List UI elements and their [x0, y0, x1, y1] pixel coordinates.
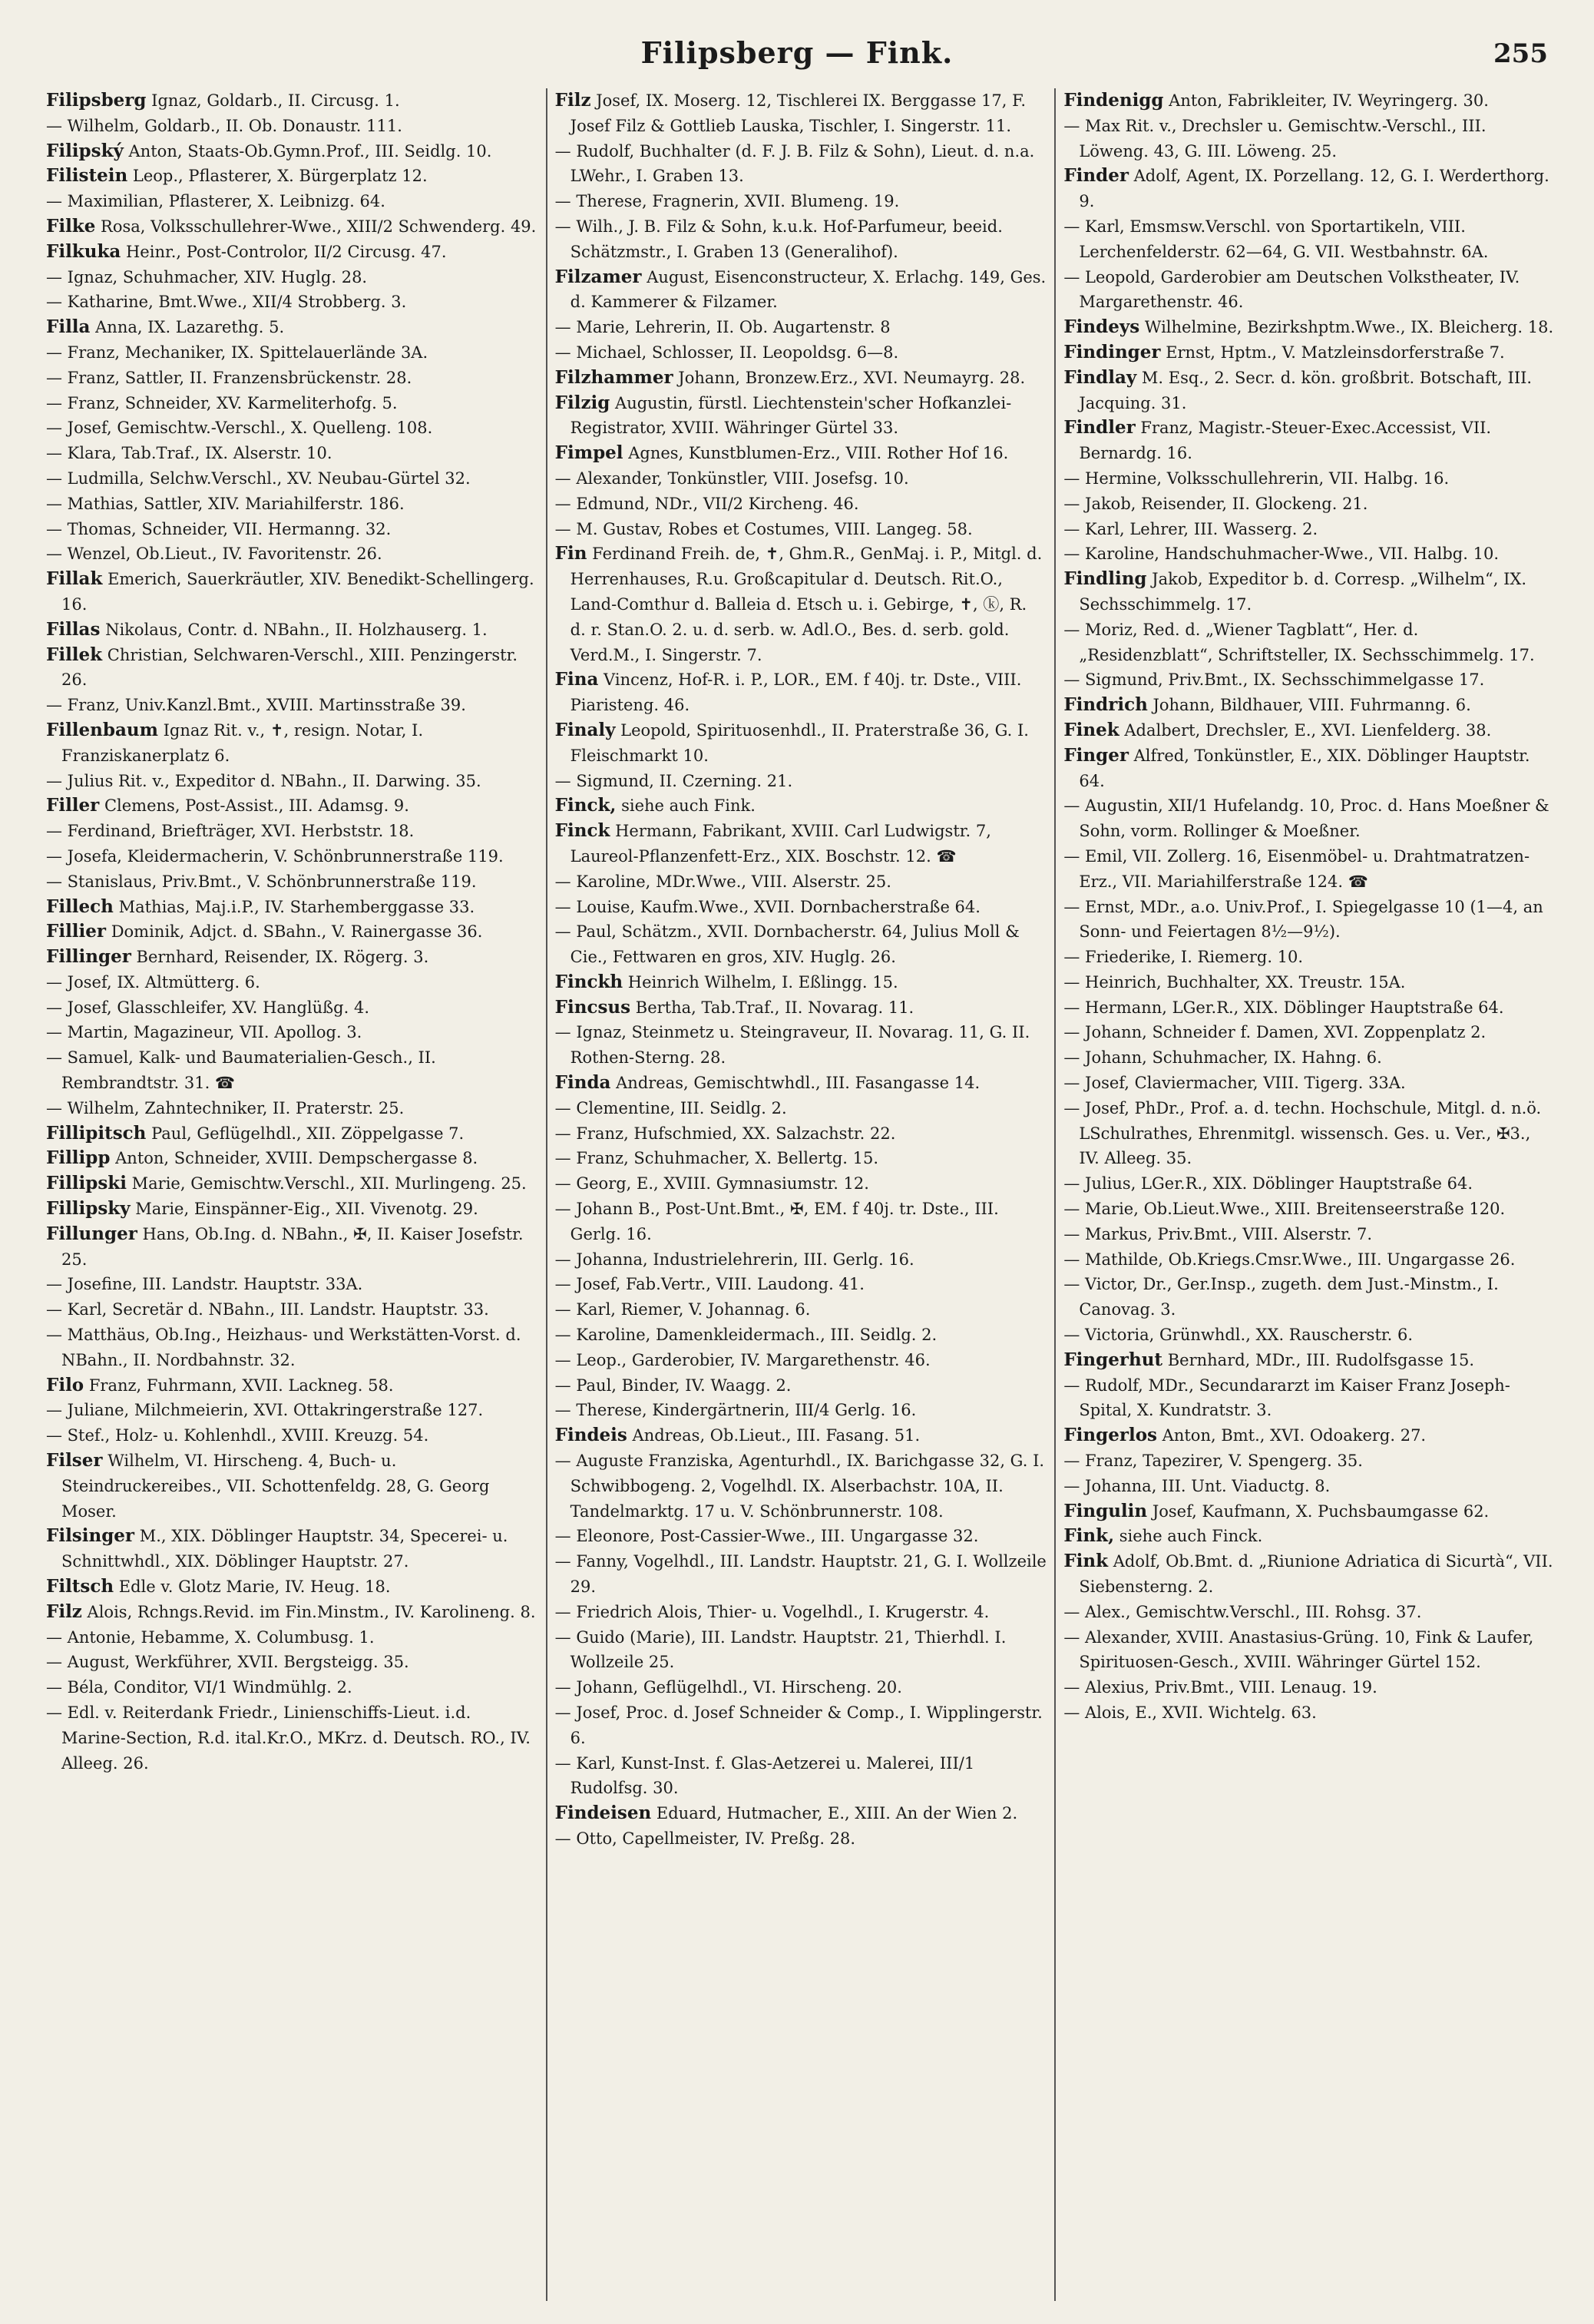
entry-headword: Fillier [46, 921, 107, 942]
directory-entry: Filzig Augustin, fürstl. Liechtenstein'scher Hofkanzlei-Registrator, XVIII. Währinger Gürtel 33. [554, 392, 1012, 438]
directory-entry: — Alexius, Priv.Bmt., VIII. Lenaug. 19. [1063, 1678, 1377, 1697]
directory-entry: — Therese, Fragnerin, XVII. Blumeng. 19. [554, 192, 900, 211]
directory-entry: — Friedrich Alois, Thier- u. Vogelhdl., I. Krugerstr. 4. [554, 1602, 990, 1621]
directory-entry: — Stef., Holz- u. Kohlenhdl., XVIII. Kreuzg. 54. [46, 1426, 429, 1445]
directory-entry: — Ernst, MDr., a.o. Univ.Prof., I. Spiegelgasse 10 (1—4, an Sonn- und Feiertagen 8½—9½). [1063, 897, 1543, 942]
directory-entry: — Karoline, Damenkleidermach., III. Seidlg. 2. [554, 1326, 938, 1345]
entry-headword: Fillipitsch [46, 1122, 147, 1144]
entry-headword: Filz [554, 90, 591, 111]
directory-entry: Fin Ferdinand Freih. de, ✝, Ghm.R., GenMaj. i. P., Mitgl. d. Herrenhauses, R.u. Großcapitular d. Deutsch. Rit.O., Land-Comthur d. Balleia d. Etsch u. i. Gebirge, ✝, ⓚ, R. d. r. Stan.O. 2. u. d. serb. w. Adl.O., Bes. d. serb. gold. Verd.M., I. Singerstr. 7. [554, 543, 1043, 664]
directory-entry: Fillas Nikolaus, Contr. d. NBahn., II. Holzhauserg. 1. [46, 618, 488, 640]
directory-entry: Fingerlos Anton, Bmt., XVI. Odoakerg. 27. [1063, 1425, 1427, 1446]
directory-entry: — Franz, Mechaniker, IX. Spittelauerlände 3A. [46, 343, 428, 362]
directory-entry: — Karoline, Handschuhmacher-Wwe., VII. Halbg. 10. [1063, 545, 1499, 564]
directory-entry: — Johann, Geflügelhdl., VI. Hirscheng. 20. [554, 1678, 902, 1697]
directory-entry: Findlay M. Esq., 2. Secr. d. kön. großbrit. Botschaft, III. Jacquing. 31. [1063, 366, 1533, 412]
entry-headword: Filipský [46, 140, 124, 161]
entry-headword: Finck, [554, 795, 617, 816]
directory-entry: — Georg, E., XVIII. Gymnasiumstr. 12. [554, 1174, 869, 1193]
directory-entry: — Thomas, Schneider, VII. Hermanng. 32. [46, 519, 392, 538]
directory-entry: — Johann B., Post-Unt.Bmt., ✠, EM. f 40j. tr. Dste., III. Gerlg. 16. [554, 1200, 999, 1243]
directory-entry: — Franz, Tapezirer, V. Spengerg. 35. [1063, 1452, 1363, 1471]
directory-entry: — Martin, Magazineur, VII. Apollog. 3. [46, 1023, 362, 1042]
directory-entry: — Leop., Garderobier, IV. Margarethenstr. 46. [554, 1350, 931, 1369]
directory-entry: — Therese, Kindergärtnerin, III/4 Gerlg. 16. [554, 1401, 917, 1420]
entry-headword: Fink, [1063, 1525, 1115, 1547]
directory-entry: — Alexander, Tonkünstler, VIII. Josefsg. 10. [554, 468, 909, 488]
directory-entry: — Karoline, MDr.Wwe., VIII. Alserstr. 25. [554, 872, 891, 891]
directory-entry: Finda Andreas, Gemischtwhdl., III. Fasangasse 14. [554, 1072, 981, 1094]
directory-entry: — Otto, Capellmeister, IV. Preßg. 28. [554, 1829, 856, 1848]
entry-headword: Filtsch [46, 1576, 114, 1597]
directory-entry: — Paul, Binder, IV. Waagg. 2. [554, 1376, 792, 1395]
directory-entry: — Wilhelm, Goldarb., II. Ob. Donaustr. 111. [46, 116, 402, 135]
entry-headword: Fillipp [46, 1147, 111, 1169]
directory-entry: — Josef, Claviermacher, VIII. Tigerg. 33A. [1063, 1074, 1406, 1093]
directory-entry: — Samuel, Kalk- und Baumaterialien-Gesch., II. Rembrandtstr. 31. ☎ [46, 1048, 436, 1093]
directory-entry: — Johanna, Industrielehrerin, III. Gerlg. 16. [554, 1250, 914, 1269]
directory-entry: Filser Wilhelm, VI. Hirscheng. 4, Buch- u. Steindruckereibes., VII. Schottenfeldg. 28, G. Georg Moser. [46, 1450, 490, 1521]
directory-entry: Filzamer August, Eisenconstructeur, X. Erlachg. 149, Ges. d. Kammerer & Filzamer. [554, 266, 1047, 312]
directory-entry: — Heinrich, Buchhalter, XX. Treustr. 15A. [1063, 972, 1406, 992]
entry-headword: Fina [554, 669, 599, 690]
entry-headword: Filkuka [46, 240, 121, 262]
directory-entry: Fillunger Hans, Ob.Ing. d. NBahn., ✠, II. Kaiser Josefstr. 25. [46, 1223, 524, 1269]
entry-headword: Findeis [554, 1425, 627, 1446]
directory-entry: — Josef, Proc. d. Josef Schneider & Comp., I. Wipplingerstr. 6. [554, 1703, 1043, 1747]
directory-entry: — Josef, Gemischtw.-Verschl., X. Quelleng. 108. [46, 419, 433, 438]
directory-entry: — Hermann, LGer.R., XIX. Döblinger Hauptstraße 64. [1063, 998, 1504, 1017]
directory-entry: — Edmund, NDr., VII/2 Kircheng. 46. [554, 494, 859, 513]
directory-entry: Fingulin Josef, Kaufmann, X. Puchsbaumgasse 62. [1063, 1500, 1490, 1521]
directory-entry: — Sigmund, Priv.Bmt., IX. Sechsschimmelgasse 17. [1063, 670, 1485, 690]
entry-headword: Findling [1063, 568, 1147, 590]
directory-entry: — Johann, Schneider f. Damen, XVI. Zoppenplatz 2. [1063, 1023, 1487, 1042]
directory-entry: — Wilhelm, Zahntechniker, II. Praterstr. 25. [46, 1098, 405, 1117]
directory-entry: — Josef, Glasschleifer, XV. Hanglüßg. 4. [46, 998, 370, 1017]
directory-entry: — Rudolf, Buchhalter (d. F. J. B. Filz & Sohn), Lieut. d. n.a. LWehr., I. Graben 13. [554, 141, 1035, 186]
directory-entry: Finger Alfred, Tonkünstler, E., XIX. Döblinger Hauptstr. 64. [1063, 744, 1530, 790]
entry-headword: Filsinger [46, 1525, 135, 1547]
directory-entry: — Maximilian, Pflasterer, X. Leibnizg. 64. [46, 192, 385, 211]
directory-entry: — Josef, Fab.Vertr., VIII. Laudong. 41. [554, 1275, 865, 1294]
directory-entry: Filkuka Heinr., Post-Controlor, II/2 Circusg. 47. [46, 240, 447, 262]
entry-headword: Fillinger [46, 946, 131, 968]
directory-entry: — Juliane, Milchmeierin, XVI. Ottakringerstraße 127. [46, 1401, 484, 1420]
entry-headword: Finger [1063, 744, 1129, 766]
directory-entry: — Michael, Schlosser, II. Leopoldsg. 6—8. [554, 343, 899, 362]
directory-entry: — Markus, Priv.Bmt., VIII. Alserstr. 7. [1063, 1224, 1373, 1243]
directory-entry: — Alexander, XVIII. Anastasius-Grüng. 10, Fink & Laufer, Spirituosen-Gesch., XVIII. Währinger Gürtel 152. [1063, 1627, 1534, 1672]
entry-headword: Fimpel [554, 442, 623, 464]
directory-entry: Filistein Leop., Pflasterer, X. Bürgerplatz 12. [46, 165, 428, 187]
entry-headword: Fincsus [554, 996, 631, 1018]
directory-entry: Finek Adalbert, Drechsler, E., XVI. Lienfelderg. 38. [1063, 719, 1492, 740]
directory-entry: — Franz, Univ.Kanzl.Bmt., XVIII. Martinsstraße 39. [46, 696, 466, 715]
page-header [38, 31, 1556, 84]
directory-entry: Fincsus Bertha, Tab.Traf., II. Novarag. 11. [554, 996, 914, 1018]
directory-entry: — Ferdinand, Briefträger, XVI. Herbststr. 18. [46, 822, 415, 841]
directory-entry: — Béla, Conditor, VI/1 Windmühlg. 2. [46, 1678, 352, 1697]
directory-entry: — Ignaz, Steinmetz u. Steingraveur, II. Novarag. 11, G. II. Rothen-Sterng. 28. [554, 1023, 1030, 1068]
page-number: 255 [1493, 38, 1548, 69]
directory-entry: Fillinger Bernhard, Reisender, IX. Rögerg. 3. [46, 946, 429, 968]
directory-entry: — Alois, E., XVII. Wichtelg. 63. [1063, 1703, 1317, 1722]
directory-entry: Fillenbaum Ignaz Rit. v., ✝, resign. Notar, I. Franziskanerplatz 6. [46, 719, 424, 765]
entry-headword: Filz [46, 1601, 82, 1622]
directory-entry: Findeisen Eduard, Hutmacher, E., XIII. An der Wien 2. [554, 1803, 1018, 1824]
directory-entry: — Rudolf, MDr., Secundararzt im Kaiser Franz Joseph-Spital, X. Kundratstr. 3. [1063, 1376, 1510, 1420]
entry-headword: Fillipski [46, 1173, 127, 1194]
entry-headword: Fillek [46, 644, 103, 665]
directory-entry: — Friederike, I. Riemerg. 10. [1063, 948, 1304, 967]
entry-headword: Findrich [1063, 694, 1148, 716]
directory-columns [38, 88, 1563, 2301]
directory-entry: Findrich Johann, Bildhauer, VIII. Fuhrmanng. 6. [1063, 694, 1471, 716]
directory-entry: — Augustin, XII/1 Hufelandg. 10, Proc. d. Hans Moeßner & Sohn, vorm. Rollinger & Moeßner. [1063, 796, 1549, 841]
directory-entry: Findeys Wilhelmine, Bezirkshptm.Wwe., IX. Bleicherg. 18. [1063, 316, 1554, 338]
directory-entry: Filz Josef, IX. Moserg. 12, Tischlerei IX. Berggasse 17, F. Josef Filz & Gottlieb Lauska, Tischler, I. Singerstr. 11. [554, 90, 1027, 135]
entry-headword: Fillunger [46, 1223, 137, 1244]
entry-headword: Fillipsky [46, 1198, 131, 1220]
directory-entry: — Leopold, Garderobier am Deutschen Volkstheater, IV. Margarethenstr. 46. [1063, 267, 1520, 312]
directory-entry: Fillipsky Marie, Einspänner-Eig., XII. Vivenotg. 29. [46, 1198, 478, 1220]
directory-entry: — Franz, Hufschmied, XX. Salzachstr. 22. [554, 1124, 896, 1143]
directory-entry: — Josef, PhDr., Prof. a. d. techn. Hochschule, Mitgl. d. n.ö. LSchulrathes, Ehrenmitgl. wissensch. Ges. u. Ver., ✠3., IV. Alleeg. 35. [1063, 1098, 1542, 1168]
directory-entry: — Karl, Kunst-Inst. f. Glas-Aetzerei u. Malerei, III/1 Rudolfsg. 30. [554, 1753, 975, 1798]
directory-entry: Finck Hermann, Fabrikant, XVIII. Carl Ludwigstr. 7, Laureol-Pflanzenfett-Erz., XIX. Boschstr. 12. ☎ [554, 820, 991, 866]
column-3 [1054, 88, 1563, 2301]
directory-entry: — Josef, IX. Altmütterg. 6. [46, 972, 260, 992]
entry-headword: Finck [554, 820, 610, 842]
entry-headword: Filzamer [554, 266, 642, 287]
entry-headword: Finda [554, 1072, 611, 1094]
directory-entry: — Julius, LGer.R., XIX. Döblinger Hauptstraße 64. [1063, 1174, 1473, 1193]
directory-entry: — Franz, Sattler, II. Franzensbrückenstr. 28. [46, 368, 412, 387]
directory-entry: Fingerhut Bernhard, MDr., III. Rudolfsgasse 15. [1063, 1349, 1475, 1370]
directory-entry: Filler Clemens, Post-Assist., III. Adamsg. 9. [46, 795, 409, 816]
directory-entry: — Johann, Schuhmacher, IX. Hahng. 6. [1063, 1048, 1382, 1068]
entry-headword: Findinger [1063, 341, 1161, 363]
column-1 [38, 88, 546, 2301]
directory-entry: Fink, siehe auch Finck. [1063, 1525, 1263, 1547]
directory-entry: Fillipp Anton, Schneider, XVIII. Dempschergasse 8. [46, 1147, 478, 1169]
entry-headword: Filzhammer [554, 366, 673, 388]
directory-entry: — Auguste Franziska, Agenturhdl., IX. Barichgasse 32, G. I. Schwibbogeng. 2, Vogelhdl. IX. Alserbachstr. 10A, II. Tandelmarktg. 17 u. V. Schönbrunnerstr. 108. [554, 1452, 1045, 1521]
entry-headword: Filke [46, 215, 96, 237]
entry-headword: Fingulin [1063, 1500, 1148, 1521]
directory-entry: — Josefine, III. Landstr. Hauptstr. 33A. [46, 1275, 363, 1294]
directory-entry: — August, Werkführer, XVII. Bergsteigg. 35. [46, 1653, 409, 1672]
directory-entry: — Mathilde, Ob.Kriegs.Cmsr.Wwe., III. Ungargasse 26. [1063, 1250, 1516, 1269]
entry-headword: Filler [46, 795, 100, 816]
entry-headword: Fillech [46, 896, 114, 917]
entry-headword: Fillak [46, 568, 103, 590]
directory-entry: — Edl. v. Reiterdank Friedr., Linienschiffs-Lieut. i.d. Marine-Section, R.d. ital.Kr.O., MKrz. d. Deutsch. RO., IV. Alleeg. 26. [46, 1703, 531, 1773]
directory-entry: Filke Rosa, Volksschullehrer-Wwe., XIII/2 Schwenderg. 49. [46, 215, 537, 237]
directory-entry: Finaly Leopold, Spirituosenhdl., II. Praterstraße 36, G. I. Fleischmarkt 10. [554, 719, 1029, 765]
entry-headword: Fingerlos [1063, 1425, 1157, 1446]
directory-entry: — Franz, Schuhmacher, X. Bellertg. 15. [554, 1149, 879, 1168]
directory-entry: — Mathias, Sattler, XIV. Mariahilferstr. 186. [46, 494, 405, 513]
directory-entry: — Eleonore, Post-Cassier-Wwe., III. Ungargasse 32. [554, 1527, 979, 1546]
directory-entry: — Hermine, Volksschullehrerin, VII. Halbg. 16. [1063, 468, 1450, 488]
directory-entry: Filla Anna, IX. Lazarethg. 5. [46, 316, 285, 338]
directory-entry: — Karl, Secretär d. NBahn., III. Landstr. Hauptstr. 33. [46, 1300, 489, 1319]
entry-headword: Filipsberg [46, 90, 147, 111]
entry-headword: Fillenbaum [46, 719, 158, 740]
entry-headword: Findler [1063, 417, 1136, 439]
directory-entry: — Julius Rit. v., Expeditor d. NBahn., II. Darwing. 35. [46, 771, 481, 790]
directory-entry: Filo Franz, Fuhrmann, XVII. Lackneg. 58. [46, 1374, 394, 1395]
directory-entry: — Ignaz, Schuhmacher, XIV. Huglg. 28. [46, 267, 368, 286]
entry-headword: Fillas [46, 618, 101, 640]
column-2 [546, 88, 1055, 2301]
directory-entry: — Wenzel, Ob.Lieut., IV. Favoritenstr. 26. [46, 545, 382, 564]
entry-headword: Findenigg [1063, 90, 1164, 111]
directory-entry: Fillipitsch Paul, Geflügelhdl., XII. Zöppelgasse 7. [46, 1122, 465, 1144]
entry-headword: Filser [46, 1450, 103, 1472]
directory-entry: — Klara, Tab.Traf., IX. Alserstr. 10. [46, 444, 332, 463]
directory-entry: — Antonie, Hebamme, X. Columbusg. 1. [46, 1627, 375, 1647]
directory-entry: — Matthäus, Ob.Ing., Heizhaus- und Werkstätten-Vorst. d. NBahn., II. Nordbahnstr. 32. [46, 1326, 521, 1369]
running-title: Filipsberg — Fink. [640, 35, 954, 70]
directory-entry: — Josefa, Kleidermacherin, V. Schönbrunnerstraße 119. [46, 846, 504, 866]
entry-headword: Filla [46, 316, 91, 338]
entry-headword: Finckh [554, 971, 623, 992]
directory-entry: — Max Rit. v., Drechsler u. Gemischtw.-Verschl., III. Löweng. 43, G. III. Löweng. 25. [1063, 116, 1487, 161]
directory-entry: Finder Adolf, Agent, IX. Porzellang. 12, G. I. Werderthorg. 9. [1063, 165, 1549, 211]
directory-entry: — Sigmund, II. Czerning. 21. [554, 771, 793, 790]
directory-entry: Fink Adolf, Ob.Bmt. d. „Riunione Adriatica di Sicurtà“, VII. Siebensterng. 2. [1063, 1551, 1553, 1597]
directory-entry: Fillech Mathias, Maj.i.P., IV. Starhemberggasse 33. [46, 896, 475, 917]
entry-headword: Filistein [46, 165, 128, 187]
entry-headword: Fin [554, 543, 587, 564]
directory-entry: — Victor, Dr., Ger.Insp., zugeth. dem Just.-Minstm., I. Canovag. 3. [1063, 1275, 1499, 1319]
directory-entry: Fillier Dominik, Adjct. d. SBahn., V. Rainergasse 36. [46, 921, 483, 942]
directory-entry: — Ludmilla, Selchw.Verschl., XV. Neubau-Gürtel 32. [46, 468, 471, 488]
directory-entry: — Moriz, Red. d. „Wiener Tagblatt“, Her. d. „Residenzblatt“, Schriftsteller, IX. Sechsschimmelg. 17. [1063, 620, 1535, 664]
directory-entry: Filzhammer Johann, Bronzew.Erz., XVI. Neumayrg. 28. [554, 366, 1026, 388]
directory-entry: Finckh Heinrich Wilhelm, I. Eßlingg. 15. [554, 971, 898, 992]
directory-entry: Filipsberg Ignaz, Goldarb., II. Circusg. 1. [46, 90, 400, 111]
directory-entry: Fillipski Marie, Gemischtw.Verschl., XII. Murlingeng. 25. [46, 1173, 527, 1194]
directory-entry: — Marie, Ob.Lieut.Wwe., XIII. Breitenseerstraße 120. [1063, 1200, 1506, 1219]
directory-entry: — Wilh., J. B. Filz & Sohn, k.u.k. Hof-Parfumeur, beeid. Schätzmstr., I. Graben 13 (Generalihof). [554, 217, 1003, 261]
directory-entry: — Guido (Marie), III. Landstr. Hauptstr. 21, Thierhdl. I. Wollzeile 25. [554, 1627, 1007, 1672]
entry-headword: Filzig [554, 392, 610, 413]
entry-headword: Findeisen [554, 1803, 652, 1824]
directory-entry: Fillak Emerich, Sauerkräutler, XIV. Benedikt-Schellingerg. 16. [46, 568, 534, 614]
directory-entry: — Louise, Kaufm.Wwe., XVII. Dornbacherstraße 64. [554, 897, 981, 916]
entry-headword: Findeys [1063, 316, 1140, 338]
entry-headword: Filo [46, 1374, 84, 1395]
directory-entry: — Stanislaus, Priv.Bmt., V. Schönbrunnerstraße 119. [46, 872, 477, 891]
directory-entry: Fina Vincenz, Hof-R. i. P., LOR., EM. f 40j. tr. Dste., VIII. Piaristeng. 46. [554, 669, 1022, 715]
entry-headword: Findlay [1063, 366, 1137, 388]
directory-entry: Findler Franz, Magistr.-Steuer-Exec.Accessist, VII. Bernardg. 16. [1063, 417, 1492, 463]
directory-entry: — Clementine, III. Seidlg. 2. [554, 1098, 787, 1117]
directory-entry: Finck, siehe auch Fink. [554, 795, 756, 816]
directory-entry: — Marie, Lehrerin, II. Ob. Augartenstr. 8 [554, 318, 891, 337]
directory-entry: — Katharine, Bmt.Wwe., XII/4 Strobberg. 3. [46, 293, 407, 312]
directory-entry: — Jakob, Reisender, II. Glockeng. 21. [1063, 494, 1368, 513]
directory-entry: — Franz, Schneider, XV. Karmeliterhofg. 5. [46, 393, 398, 412]
directory-entry: Fimpel Agnes, Kunstblumen-Erz., VIII. Rother Hof 16. [554, 442, 1009, 464]
directory-entry: — Victoria, Grünwhdl., XX. Rauscherstr. 6. [1063, 1326, 1414, 1345]
directory-entry: Filtsch Edle v. Glotz Marie, IV. Heug. 18. [46, 1576, 391, 1597]
directory-entry: Fillek Christian, Selchwaren-Verschl., XIII. Penzingerstr. 26. [46, 644, 518, 690]
directory-entry: Filsinger M., XIX. Döblinger Hauptstr. 34, Specerei- u. Schnittwhdl., XIX. Döblinger Hauptstr. 27. [46, 1525, 508, 1571]
entry-headword: Fink [1063, 1551, 1109, 1572]
directory-entry: — Johanna, III. Unt. Viaductg. 8. [1063, 1476, 1331, 1495]
directory-entry: Filipský Anton, Staats-Ob.Gymn.Prof., III. Seidlg. 10. [46, 140, 492, 161]
directory-entry: — M. Gustav, Robes et Costumes, VIII. Langeg. 58. [554, 519, 973, 538]
directory-entry: — Karl, Emsmsw.Verschl. von Sportartikeln, VIII. Lerchenfelderstr. 62—64, G. VII. Westbahnstr. 6A. [1063, 217, 1489, 261]
directory-entry: — Emil, VII. Zollerg. 16, Eisenmöbel- u. Drahtmatratzen-Erz., VII. Mariahilferstraße 124. ☎ [1063, 846, 1530, 891]
directory-entry: — Karl, Lehrer, III. Wasserg. 2. [1063, 519, 1318, 538]
directory-entry: Findling Jakob, Expeditor b. d. Corresp. „Wilhelm“, IX. Sechsschimmelg. 17. [1063, 568, 1527, 614]
entry-headword: Finek [1063, 719, 1119, 740]
entry-headword: Fingerhut [1063, 1349, 1163, 1370]
directory-entry: Findenigg Anton, Fabrikleiter, IV. Weyringerg. 30. [1063, 90, 1489, 111]
directory-entry: — Alex., Gemischtw.Verschl., III. Rohsg. 37. [1063, 1602, 1422, 1621]
directory-entry: — Karl, Riemer, V. Johannag. 6. [554, 1300, 811, 1319]
entry-headword: Finaly [554, 719, 616, 740]
directory-entry: — Paul, Schätzm., XVII. Dornbacherstr. 64, Julius Moll & Cie., Fettwaren en gros, XIV. Huglg. 26. [554, 922, 1020, 967]
entry-headword: Finder [1063, 165, 1129, 187]
directory-entry: Filz Alois, Rchngs.Revid. im Fin.Minstm., IV. Karolineng. 8. [46, 1601, 536, 1622]
directory-entry: — Fanny, Vogelhdl., III. Landstr. Hauptstr. 21, G. I. Wollzeile 29. [554, 1552, 1047, 1597]
directory-entry: Findeis Andreas, Ob.Lieut., III. Fasang. 51. [554, 1425, 921, 1446]
directory-entry: Findinger Ernst, Hptm., V. Matzleinsdorferstraße 7. [1063, 341, 1505, 363]
